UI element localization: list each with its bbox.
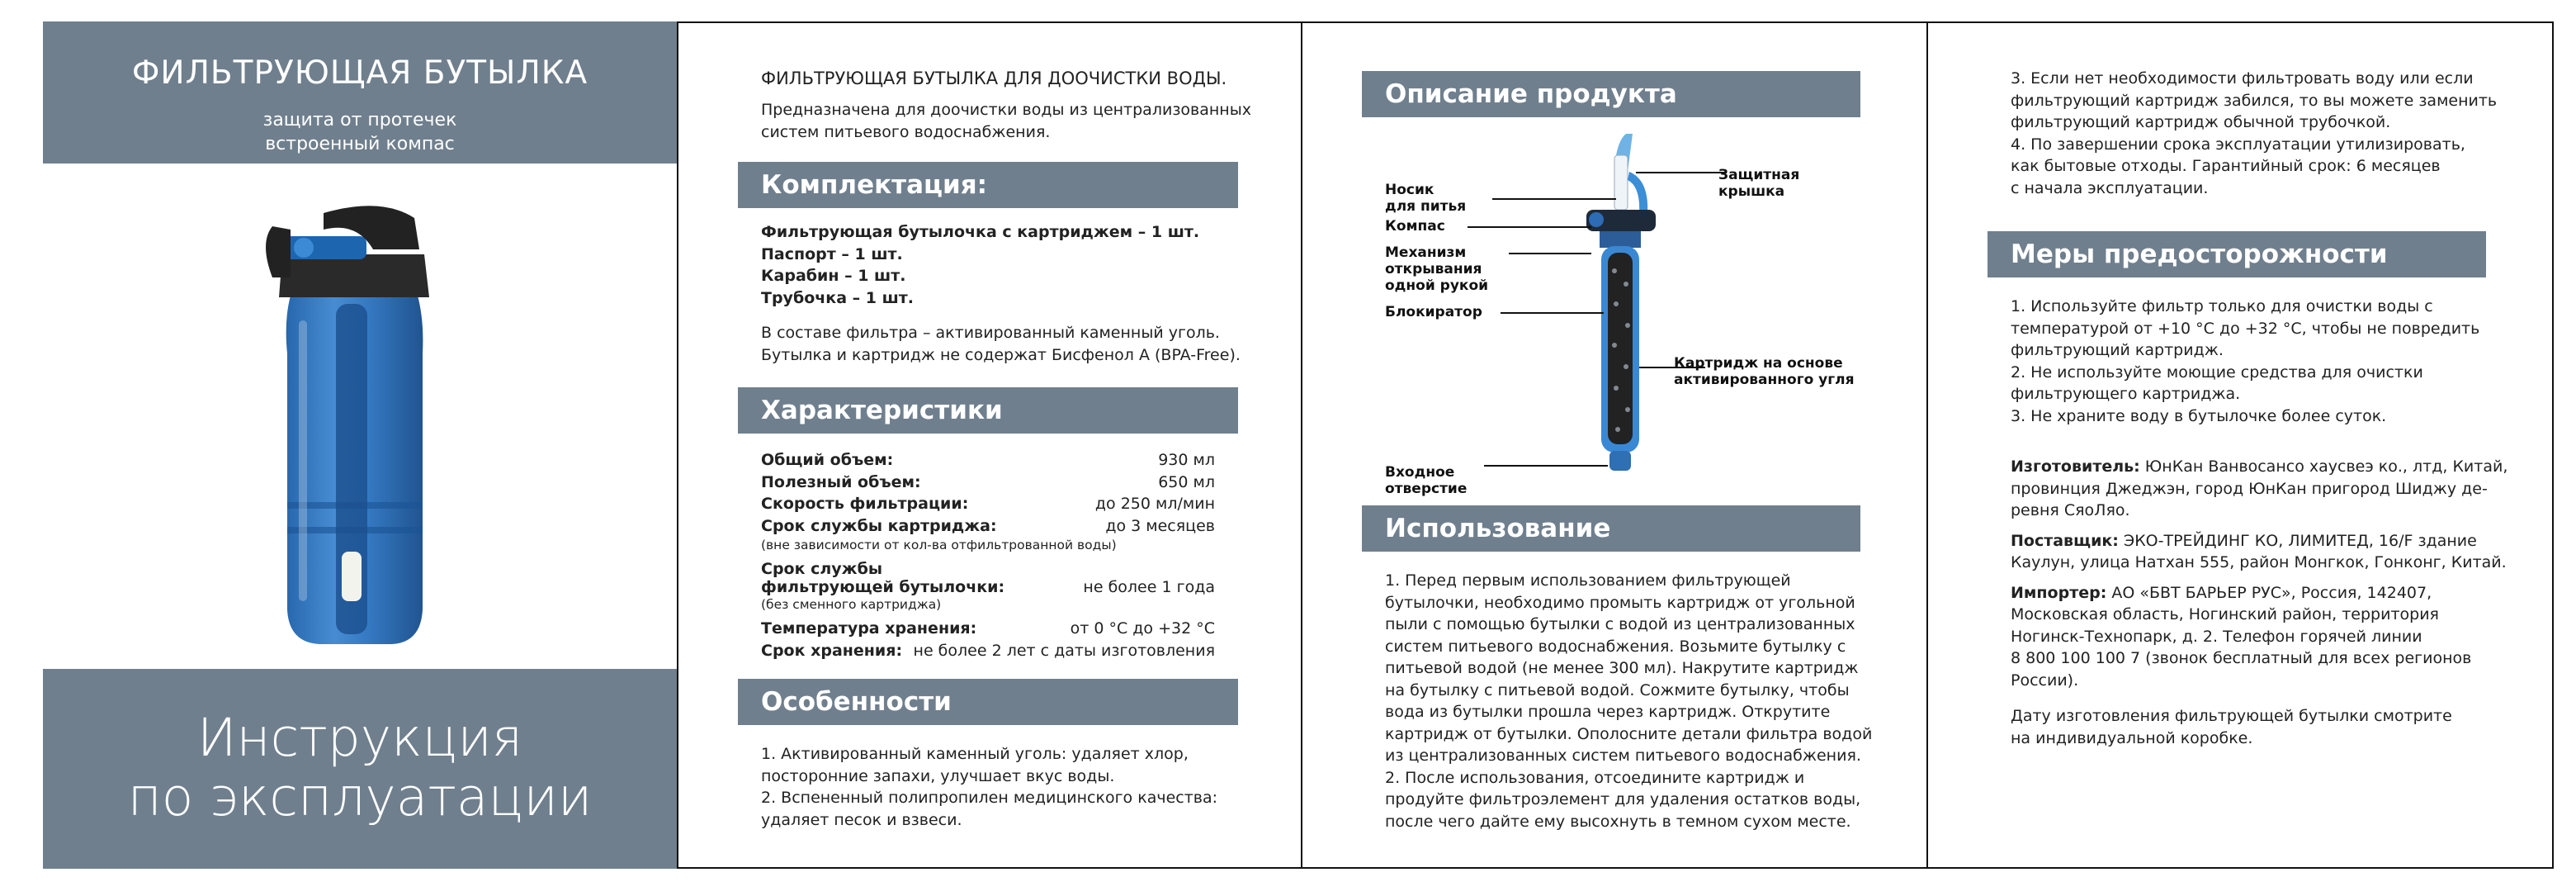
usage-line: как бытовые отходы. Гарантийный срок: 6 месяцев	[2011, 157, 2441, 175]
kit-item: Паспорт – 1 шт.	[761, 244, 903, 263]
maker-line: ЮнКан Ванвосансо хаусвеэ ко., лтд, Китай,	[2139, 457, 2508, 476]
feature-line: посторонние запахи, улучшает вкус воды.	[761, 766, 1115, 785]
kit-list	[761, 221, 1199, 309]
composition-line-2: Бутылка и картридж не содержат Бисфенол А (BPA-Free).	[761, 345, 1241, 364]
usage-line: пыли с помощью бутылки с водой из централизованных	[1385, 615, 1855, 633]
specs-section-header: Характеристики	[738, 387, 1238, 434]
usage-line: систем питьевого водоснабжения. Возьмите бутылку с	[1385, 637, 1846, 656]
description-section-header: Описание продукта	[1362, 71, 1860, 117]
usage-line: 1. Перед первым использованием фильтрующей	[1385, 571, 1791, 590]
supplier-line: ЭКО-ТРЕЙДИНГ КО, ЛИМИТЕД, 16/F здание	[2118, 531, 2477, 550]
cover-title: ФИЛЬТРУЮЩАЯ БУТЫЛКА	[131, 55, 588, 92]
mech-leader	[1509, 253, 1591, 254]
spec-label: Срок хранения:	[761, 641, 903, 660]
date-line: на индивидуальной коробке.	[2011, 728, 2253, 747]
label-compass: Компас	[1385, 218, 1445, 235]
precaution-line: 1. Используйте фильтр только для очистки воды с	[2011, 297, 2433, 315]
usage-line: с начала эксплуатации.	[2011, 178, 2209, 197]
precaution-line: температурой от +10 °С до +32 °С, чтобы не повредить	[2011, 319, 2480, 338]
maker-label: Изготовитель:	[2011, 457, 2140, 476]
usage-line: из централизованных систем питьевого водоснабжения.	[1385, 747, 1861, 765]
label-one-hand-mechanism: Механизм открывания одной рукой	[1385, 244, 1489, 294]
importer-line: Московская область, Ногинский район, территория	[2011, 605, 2439, 623]
usage-line: продуйте фильтроэлемент для удаления остатков воды,	[1385, 790, 1861, 808]
production-date-note	[2011, 705, 2452, 749]
lock-leader	[1501, 312, 1604, 314]
spec-label: Полезный объем:	[761, 472, 921, 491]
intro-line-1: Предназначена для доочистки воды из централизованных	[761, 101, 1251, 119]
kit-section-header: Комплектация:	[738, 162, 1238, 208]
usage-line: фильтрующий картридж забился, то вы можете заменить	[2011, 91, 2498, 110]
importer-line: России).	[2011, 671, 2079, 690]
label-lock: Блокиратор	[1385, 304, 1482, 320]
compass-leader	[1468, 226, 1591, 228]
spec-label: Общий объем:	[761, 451, 894, 469]
cover-panel	[43, 21, 677, 869]
spec-value: 930 мл	[1158, 451, 1215, 469]
usage-line: питьевой водой (не менее 300 мл). Накрутите картридж	[1385, 659, 1859, 677]
cover-header	[43, 21, 677, 164]
manual-title-line-2: по эксплуатации	[127, 767, 593, 827]
feature-line: 2. Вспененный полипропилен медицинского качества:	[761, 789, 1218, 807]
usage-line: картридж от бутылки. Ополосните детали фильтра водой	[1385, 724, 1873, 743]
label-inlet: Входное отверстие	[1385, 464, 1468, 497]
spec-value: до 250 мл/мин	[1094, 495, 1215, 513]
usage-line: после чего дайте ему высохнуть в темном сухом месте.	[1385, 812, 1851, 831]
precaution-line: 3. Не храните воду в бутылочке более суток.	[2011, 406, 2387, 425]
usage-section-header: Использование	[1362, 505, 1860, 552]
manual-title-line-1: Инструкция	[196, 708, 523, 768]
date-line: Дату изготовления фильтрующей бутылки смотрите	[2011, 707, 2452, 725]
manufacturer-info	[2011, 456, 2507, 691]
precautions-section-header: Меры предосторожности	[1988, 231, 2486, 277]
spec-value: не более 1 года	[1083, 578, 1215, 596]
cap-leader	[1636, 172, 1727, 173]
features-list	[761, 743, 1217, 831]
usage-line: бутылочки, необходимо промыть картридж от угольной	[1385, 593, 1855, 612]
safety-panel	[1928, 21, 2554, 869]
importer-line: 8 800 100 100 7 (звонок бесплатный для всех регионов	[2011, 649, 2472, 667]
description-panel	[1302, 21, 1928, 869]
inlet-leader	[1484, 465, 1608, 467]
spec-label: фильтрующей бутылочки:	[761, 578, 1005, 596]
spec-label: Температура хранения:	[761, 619, 977, 638]
cover-footer	[43, 669, 677, 869]
composition-line-1: В составе фильтра – активированный каменный уголь.	[761, 324, 1220, 342]
precautions-list	[2011, 296, 2479, 427]
spec-label: Скорость фильтрации:	[761, 495, 969, 513]
spec-value: не более 2 лет с даты изготовления	[913, 641, 1215, 660]
bottle-illustration	[43, 164, 677, 669]
spout-leader	[1492, 198, 1616, 200]
product-heading: ФИЛЬТРУЮЩАЯ БУТЫЛКА ДЛЯ ДООЧИСТКИ ВОДЫ.	[761, 69, 1227, 88]
usage-line: 4. По завершении срока эксплуатации утилизировать,	[2011, 135, 2465, 154]
spec-value: до 3 месяцев	[1105, 516, 1215, 535]
spec-note: (без сменного картриджа)	[761, 597, 942, 612]
feature-line: 1. Активированный каменный уголь: удаляет хлор,	[761, 745, 1189, 763]
precaution-line: 2. Не используйте моющие средства для очистки	[2011, 363, 2423, 382]
spec-value: 650 мл	[1158, 472, 1215, 491]
usage-line: 3. Если нет необходимости фильтровать воду или если	[2011, 69, 2474, 88]
supplier-line: Каулун, улица Натхан 555, район Монгкок, Гонконг, Китай.	[2011, 553, 2507, 571]
features-section-header: Особенности	[738, 679, 1238, 725]
kit-item: Трубочка – 1 шт.	[761, 288, 914, 307]
product-diagram	[1302, 122, 1928, 497]
importer-line: Ногинск-Технопарк, д. 2. Телефон горячей линии	[2011, 627, 2422, 646]
kit-item: Карабин – 1 шт.	[761, 267, 906, 285]
maker-line: провинция Джеджэн, город ЮнКан пригород Шиджу де-	[2011, 479, 2488, 498]
spec-note: (вне зависимости от кол-ва отфильтрованной воды)	[761, 538, 1117, 552]
spec-value: от 0 °С до +32 °С	[1070, 619, 1215, 638]
specs-panel	[677, 21, 1302, 869]
label-protective-cap: Защитная крышка	[1718, 167, 1800, 200]
kit-item: Фильтрующая бутылочка с картриджем – 1 шт.	[761, 223, 1200, 241]
importer-label: Импортер:	[2011, 583, 2107, 602]
cover-subtitle-2: встроенный компас	[265, 134, 455, 154]
usage-line: фильтрующий картридж обычной трубочкой.	[2011, 113, 2391, 131]
usage-line: 2. После использования, отсоедините картридж и	[1385, 768, 1805, 787]
intro-line-2: систем питьевого водоснабжения.	[761, 122, 1051, 141]
usage-continued	[2011, 68, 2497, 199]
usage-text	[1385, 570, 1872, 832]
label-carbon-cartridge: Картридж на основе активированного угля	[1674, 355, 1855, 388]
bottle-photo	[43, 164, 677, 669]
usage-line: вода из бутылки прошла через картридж. Открутите	[1385, 703, 1831, 721]
spec-label: Срок службы	[761, 560, 883, 578]
specs-table	[761, 449, 1215, 661]
spec-label: Срок службы картриджа:	[761, 516, 997, 535]
maker-line: ревня СяоЛяо.	[2011, 501, 2130, 519]
importer-line: АО «БВТ БАРЬЕР РУС», Россия, 142407,	[2106, 583, 2432, 602]
feature-line: удаляет песок и взвеси.	[761, 810, 962, 829]
label-spout: Носик для питья	[1385, 182, 1467, 215]
precaution-line: фильтрующий картридж.	[2011, 341, 2224, 359]
precaution-line: фильтрующего картриджа.	[2011, 385, 2241, 403]
usage-line: на бутылку с питьевой водой. Сожмите бутылку, чтобы	[1385, 680, 1850, 699]
supplier-label: Поставщик:	[2011, 531, 2119, 550]
cover-subtitle-1: защита от протечек	[262, 110, 457, 130]
